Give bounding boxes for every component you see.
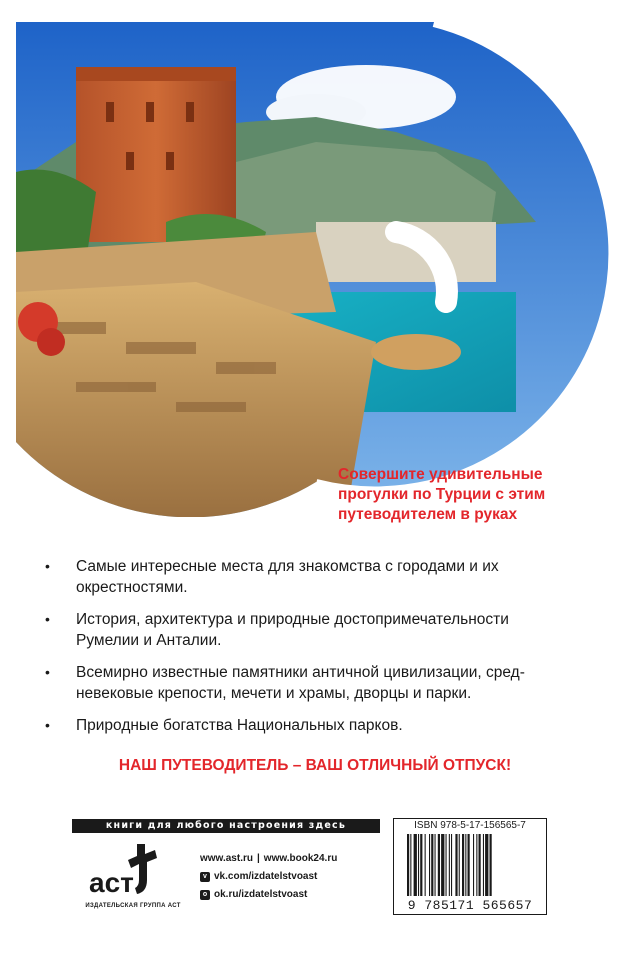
tagline: [338, 465, 588, 525]
website-row: [200, 850, 337, 868]
list-item: [45, 662, 585, 704]
ok-icon: o: [200, 890, 210, 900]
series-bar: книги для любого настроения здесь: [72, 819, 380, 833]
bullet-marker: •: [45, 558, 50, 574]
logo-text: аст: [89, 867, 134, 898]
ast-logo: [85, 840, 165, 902]
vk-row: [200, 868, 337, 886]
list-item-text: Самые интересные места для знакомства с городами и их: [76, 558, 499, 575]
list-item: [45, 715, 585, 736]
feature-list: [45, 556, 585, 747]
publisher-links: [200, 850, 337, 904]
tagline-line: прогулки по Турции с этим: [338, 486, 546, 503]
cover-photo-alanya-fortress: [16, 22, 620, 517]
vk-icon: v: [200, 872, 210, 882]
list-item-text: Всемирно известные памятники античной цивилизации, сред-: [76, 664, 525, 681]
isbn-label: ISBN 978-5-17-156565-7: [414, 820, 526, 831]
tagline-line: путеводителем в руках: [338, 506, 518, 523]
list-item-text: История, архитектура и природные достопримечательности: [76, 611, 509, 628]
ok-row: [200, 886, 337, 904]
barcode-icon: [407, 834, 539, 896]
list-item-text: Природные богатства Национальных парков.: [76, 717, 403, 734]
slogan: НАШ ПУТЕВОДИТЕЛЬ – ВАШ ОТЛИЧНЫЙ ОТПУСК!: [118, 757, 512, 774]
list-item-text: Румелии и Анталии.: [76, 632, 222, 649]
bullet-marker: •: [45, 717, 50, 733]
bullet-marker: •: [45, 664, 50, 680]
list-item-text: окрестностями.: [76, 579, 188, 596]
vk-link[interactable]: vk.com/izdatelstvoast: [214, 871, 318, 882]
isbn-barcode-box: [393, 818, 547, 915]
list-item: [45, 609, 585, 651]
link-separator: |: [256, 853, 260, 864]
website-link[interactable]: www.book24.ru: [263, 853, 338, 864]
ok-link[interactable]: ok.ru/izdatelstvoast: [214, 889, 308, 900]
publisher-name: ИЗДАТЕЛЬСКАЯ ГРУППА АСТ: [85, 903, 181, 909]
website-link[interactable]: www.ast.ru: [200, 853, 253, 864]
list-item: [45, 556, 585, 598]
list-item-text: невековые крепости, мечети и храмы, дворцы и парки.: [76, 685, 472, 702]
tagline-line: Совершите удивительные: [338, 466, 543, 483]
bullet-marker: •: [45, 611, 50, 627]
barcode-number: 9 785171 565657: [407, 898, 533, 913]
